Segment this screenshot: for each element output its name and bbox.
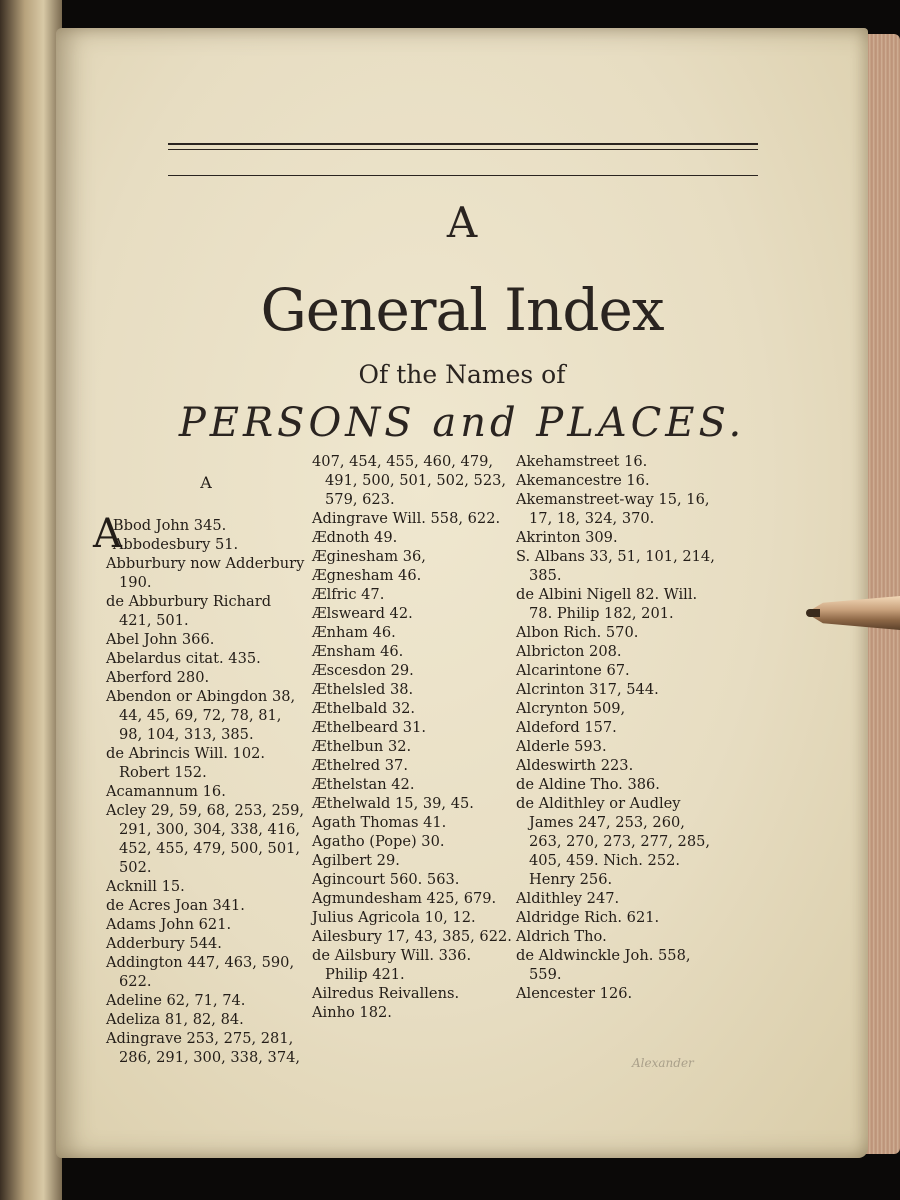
index-entry: Adderbury 544.	[106, 935, 222, 952]
index-entry: Agincourt 560. 563.	[312, 871, 460, 888]
index-column-3	[516, 452, 716, 1003]
index-entry: Adingrave Will. 558, 622.	[312, 510, 501, 527]
index-entry: de Albini Nigell 82. Will. 78. Philip 182, 201.	[516, 586, 698, 622]
index-entry: de Aldine Tho. 386.	[516, 776, 660, 793]
index-entry: Ainho 182.	[312, 1004, 392, 1021]
book-page	[56, 28, 868, 1158]
index-entry: S. Albans 33, 51, 101, 214, 385.	[516, 548, 715, 584]
index-entry: Aldeford 157.	[516, 719, 617, 736]
index-entry: Akemanstreet-way 15, 16, 17, 18, 324, 370.	[516, 491, 710, 527]
index-entry: Acley 29, 59, 68, 253, 259, 291, 300, 304, 338, 416, 452, 455, 479, 500, 501, 502.	[106, 802, 305, 876]
index-entry: Albon Rich. 570.	[516, 624, 639, 641]
index-entry: Akemancestre 16.	[516, 472, 650, 489]
index-entry: Acknill 15.	[106, 878, 185, 895]
index-entry: Adingrave 253, 275, 281, 286, 291, 300, 338, 374,	[106, 1030, 301, 1066]
index-entry: Ædnoth 49.	[312, 529, 398, 546]
index-entry: Addington 447, 463, 590, 622.	[106, 954, 295, 990]
index-entry: Agilbert 29.	[312, 852, 400, 869]
index-entry: Abburbury now Adderbury 190.	[106, 555, 305, 591]
top-rule-thin	[168, 149, 758, 150]
index-entry: Æthelsled 38.	[312, 681, 414, 698]
index-entry: Alcrinton 317, 544.	[516, 681, 659, 698]
index-entry: Aldridge Rich. 621.	[516, 909, 660, 926]
index-entry: Æthelbun 32.	[312, 738, 412, 755]
index-entry: de Abrincis Will. 102. Robert 152.	[106, 745, 266, 781]
index-entry: Ælfric 47.	[312, 586, 385, 603]
index-entry: Albricton 208.	[516, 643, 622, 660]
index-entry: Abbodesbury 51.	[112, 536, 239, 553]
entries-column-1	[93, 511, 306, 1067]
index-entry: Aberford 280.	[106, 669, 210, 686]
index-entry: Æginesham 36,	[312, 548, 426, 565]
index-entry: de Aldwinckle Joh. 558, 559.	[516, 947, 691, 983]
index-entry: Alcrynton 509,	[516, 700, 626, 717]
index-entry: Adeliza 81, 82, 84.	[106, 1011, 244, 1028]
index-entry: Æthelred 37.	[312, 757, 408, 774]
index-entry: de Ailsbury Will. 336. Philip 421.	[312, 947, 472, 983]
index-entry: Adeline 62, 71, 74.	[106, 992, 246, 1009]
book-fore-edge	[866, 34, 900, 1154]
index-entry: Aldithley 247.	[516, 890, 620, 907]
top-rule-thick	[168, 143, 758, 145]
index-entry: Ænsham 46.	[312, 643, 404, 660]
persons-places-heading: PERSONS and PLACES.	[178, 400, 746, 446]
index-entry: Ailredus Reivallens.	[312, 985, 460, 1002]
index-entry: Ænham 46.	[312, 624, 396, 641]
heading-letter: A	[446, 198, 478, 247]
index-entry: Abelardus citat. 435.	[106, 650, 261, 667]
index-entry: de Abburbury Richard 421, 501.	[106, 593, 272, 629]
index-entry: Agath Thomas 41.	[312, 814, 447, 831]
index-entry: Akehamstreet 16.	[516, 453, 648, 470]
index-entry: Acamannum 16.	[106, 783, 226, 800]
entries-column-2	[312, 452, 512, 1022]
page-title: General Index	[260, 276, 664, 344]
index-entry: 407, 454, 455, 460, 479, 491, 500, 501, 502, 523, 579, 623.	[312, 453, 507, 508]
index-entry: Julius Agricola 10, 12.	[312, 909, 476, 926]
index-entry: Aldrich Tho.	[516, 928, 607, 945]
index-entry: Alderle 593.	[516, 738, 607, 755]
index-entry: A Bbod John 345.	[93, 511, 227, 557]
index-entry: Ælsweard 42.	[312, 605, 413, 622]
index-entry: Agatho (Pope) 30.	[312, 833, 445, 850]
drop-cap: A	[93, 511, 122, 557]
page-subtitle: Of the Names of	[358, 360, 566, 389]
index-entry: Abendon or Abingdon 38, 44, 45, 69, 72, 78, 81, 98, 104, 313, 385.	[106, 688, 296, 743]
index-entry: Alencester 126.	[516, 985, 633, 1002]
entries-column-3	[516, 452, 716, 1003]
index-entry: Æthelbeard 31.	[312, 719, 427, 736]
index-entry: Adams John 621.	[106, 916, 232, 933]
index-entry: de Aldithley or Audley James 247, 253, 260, 263, 270, 273, 277, 285, 405, 459. Nich. 252. Henry 256.	[516, 795, 711, 888]
catchword: Alexander	[632, 1056, 694, 1070]
index-entry: Æscesdon 29.	[312, 662, 414, 679]
index-entry: Ægnesham 46.	[312, 567, 422, 584]
pen-tip	[806, 609, 820, 617]
left-page-edge	[0, 0, 62, 1200]
index-entry: Abel John 366.	[106, 631, 215, 648]
index-entry: Ailesbury 17, 43, 385, 622.	[312, 928, 512, 945]
index-column-1	[93, 473, 306, 1067]
index-column-2	[312, 452, 512, 1022]
index-entry: Æthelbald 32.	[312, 700, 416, 717]
index-entry: Alcarintone 67.	[516, 662, 630, 679]
section-letter: A	[200, 473, 212, 492]
index-entry: Æthelwald 15, 39, 45.	[312, 795, 474, 812]
second-rule	[168, 175, 758, 176]
index-entry: Æthelstan 42.	[312, 776, 415, 793]
index-entry: Akrinton 309.	[516, 529, 618, 546]
index-entry: Aldeswirth 223.	[516, 757, 634, 774]
index-entry: de Acres Joan 341.	[106, 897, 245, 914]
index-entry: Agmundesham 425, 679.	[312, 890, 497, 907]
